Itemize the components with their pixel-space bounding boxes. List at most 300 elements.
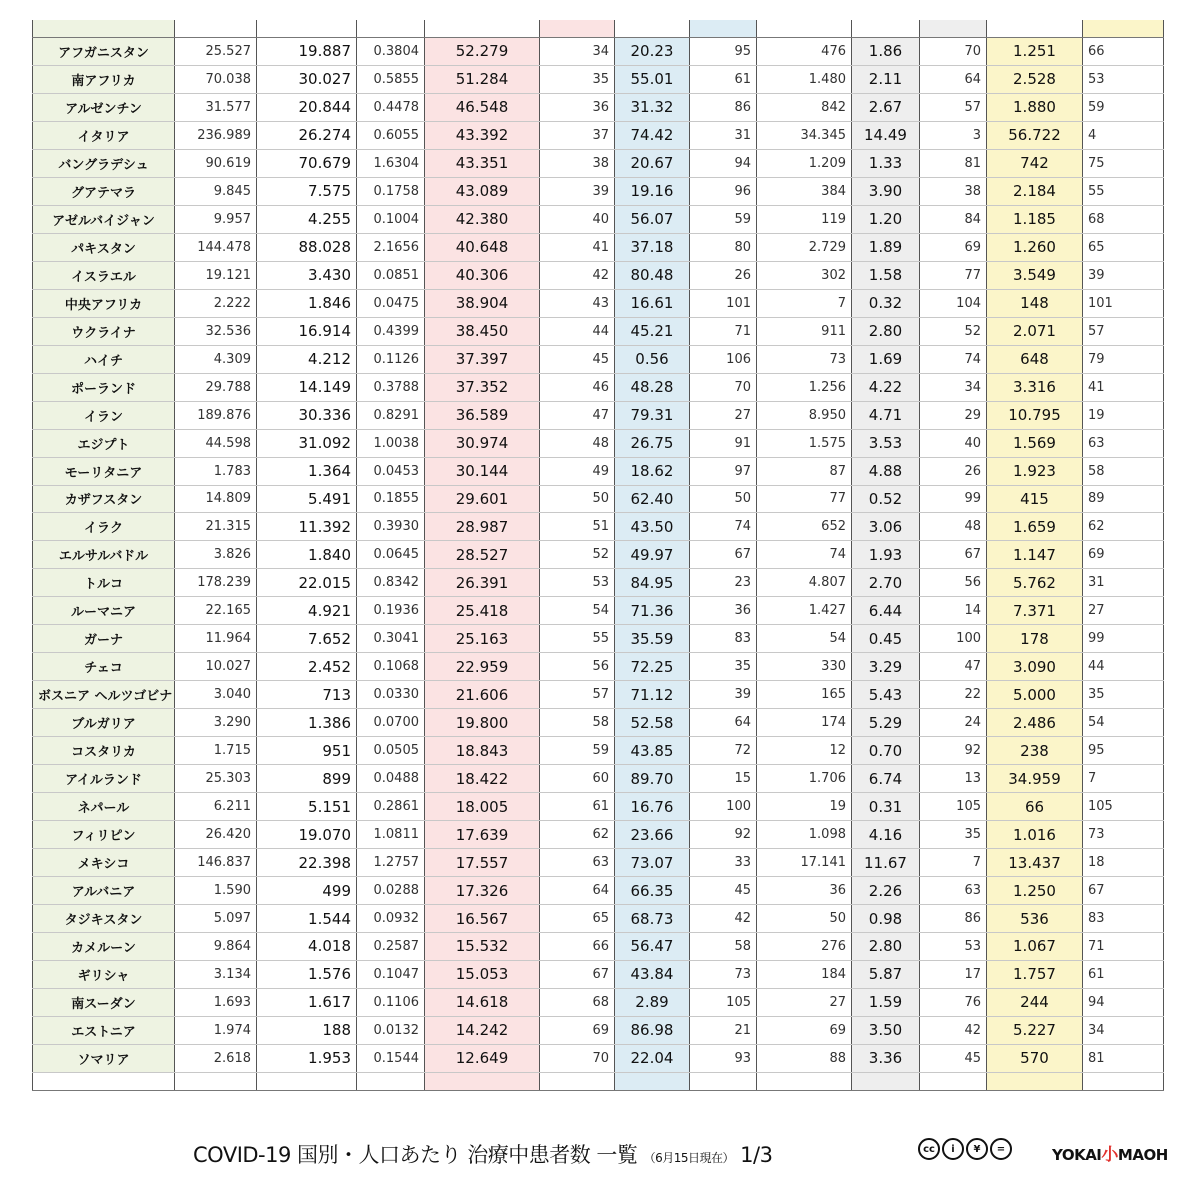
- footer-date: （6月15日現在）: [643, 1151, 734, 1165]
- table-row: [33, 485, 1164, 513]
- value-cell: 384: [757, 177, 852, 205]
- rank-cell: 60: [540, 765, 615, 793]
- value-cell: 44.598: [175, 429, 257, 457]
- value-cell: 6.211: [175, 793, 257, 821]
- rank-cell: 31: [690, 121, 757, 149]
- value-cell: 1.185: [987, 205, 1083, 233]
- value-cell: 7.575: [257, 177, 357, 205]
- value-cell: 17.141: [757, 849, 852, 877]
- bottom-spacer-row: [33, 1073, 1164, 1091]
- rank-cell: 64: [540, 877, 615, 905]
- table-row: [33, 205, 1164, 233]
- table-row: [33, 513, 1164, 541]
- rank-cell: 55: [540, 625, 615, 653]
- value-cell: 52.279: [425, 38, 540, 66]
- value-cell: 31.092: [257, 429, 357, 457]
- value-cell: 174: [757, 709, 852, 737]
- value-cell: 74: [757, 541, 852, 569]
- rank-cell: 105: [1083, 793, 1164, 821]
- table-row: [33, 625, 1164, 653]
- value-cell: 3.134: [175, 960, 257, 988]
- value-cell: 5.29: [852, 709, 920, 737]
- rank-cell: 56: [540, 653, 615, 681]
- value-cell: 415: [987, 485, 1083, 513]
- table-row: [33, 149, 1164, 177]
- cc-icon: cc: [918, 1138, 940, 1160]
- rank-cell: 42: [540, 261, 615, 289]
- footer-title-text: COVID-19 国別・人口あたり 治療中患者数 一覧: [193, 1143, 638, 1167]
- value-cell: 21.315: [175, 513, 257, 541]
- table-row: [33, 681, 1164, 709]
- rank-cell: 100: [690, 793, 757, 821]
- table-row: [33, 737, 1164, 765]
- value-cell: 0.0645: [357, 541, 425, 569]
- value-cell: 7.371: [987, 597, 1083, 625]
- value-cell: 45.21: [615, 317, 690, 345]
- spacer-cell: [1083, 1073, 1164, 1091]
- value-cell: 14.49: [852, 121, 920, 149]
- rank-cell: 35: [540, 65, 615, 93]
- value-cell: 52.58: [615, 709, 690, 737]
- rank-cell: 15: [690, 765, 757, 793]
- value-cell: 951: [257, 737, 357, 765]
- table-row: [33, 793, 1164, 821]
- rank-cell: 67: [540, 960, 615, 988]
- spacer-cell: [357, 1073, 425, 1091]
- value-cell: 188: [257, 1016, 357, 1044]
- value-cell: 1.256: [757, 373, 852, 401]
- value-cell: 0.0488: [357, 765, 425, 793]
- rank-cell: 44: [1083, 653, 1164, 681]
- value-cell: 38.450: [425, 317, 540, 345]
- rank-cell: 73: [1083, 821, 1164, 849]
- value-cell: 1.617: [257, 988, 357, 1016]
- value-cell: 7: [757, 289, 852, 317]
- value-cell: 40.648: [425, 233, 540, 261]
- spacer-cell: [757, 1073, 852, 1091]
- country-cell: カザフスタン: [33, 485, 175, 513]
- value-cell: 1.250: [987, 877, 1083, 905]
- country-cell: イラク: [33, 513, 175, 541]
- value-cell: 0.6055: [357, 121, 425, 149]
- rank-cell: 27: [1083, 597, 1164, 625]
- rank-cell: 101: [1083, 289, 1164, 317]
- rank-cell: 105: [690, 988, 757, 1016]
- value-cell: 18.422: [425, 765, 540, 793]
- value-cell: 0.1936: [357, 597, 425, 625]
- value-cell: 38.904: [425, 289, 540, 317]
- rank-cell: 93: [690, 1044, 757, 1072]
- value-cell: 1.544: [257, 905, 357, 933]
- value-cell: 19.16: [615, 177, 690, 205]
- value-cell: 88: [757, 1044, 852, 1072]
- rank-cell: 26: [920, 457, 987, 485]
- rank-cell: 67: [1083, 877, 1164, 905]
- rank-cell: 70: [920, 38, 987, 66]
- value-cell: 14.149: [257, 373, 357, 401]
- table-row: [33, 877, 1164, 905]
- table-row: [33, 65, 1164, 93]
- value-cell: 2.89: [615, 988, 690, 1016]
- country-cell: ポーランド: [33, 373, 175, 401]
- rank-cell: 57: [1083, 317, 1164, 345]
- value-cell: 17.326: [425, 877, 540, 905]
- country-cell: モーリタニア: [33, 457, 175, 485]
- rank-cell: 75: [1083, 149, 1164, 177]
- country-cell: コスタリカ: [33, 737, 175, 765]
- value-cell: 69: [757, 1016, 852, 1044]
- value-cell: 189.876: [175, 401, 257, 429]
- value-cell: 14.242: [425, 1016, 540, 1044]
- rank-cell: 48: [540, 429, 615, 457]
- value-cell: 0.0851: [357, 261, 425, 289]
- rank-cell: 47: [920, 653, 987, 681]
- value-cell: 4.71: [852, 401, 920, 429]
- rank-cell: 74: [690, 513, 757, 541]
- country-cell: ネパール: [33, 793, 175, 821]
- value-cell: 71.36: [615, 597, 690, 625]
- value-cell: 23.66: [615, 821, 690, 849]
- value-cell: 238: [987, 737, 1083, 765]
- country-cell: ウクライナ: [33, 317, 175, 345]
- value-cell: 34.959: [987, 765, 1083, 793]
- value-cell: 4.22: [852, 373, 920, 401]
- table-row: [33, 317, 1164, 345]
- value-cell: 28.987: [425, 513, 540, 541]
- rank-cell: 35: [690, 653, 757, 681]
- value-cell: 1.2757: [357, 849, 425, 877]
- value-cell: 31.32: [615, 93, 690, 121]
- value-cell: 16.914: [257, 317, 357, 345]
- rank-cell: 53: [920, 933, 987, 961]
- value-cell: 84.95: [615, 569, 690, 597]
- value-cell: 0.8291: [357, 401, 425, 429]
- value-cell: 2.222: [175, 289, 257, 317]
- value-cell: 4.921: [257, 597, 357, 625]
- value-cell: 62.40: [615, 485, 690, 513]
- rank-cell: 53: [1083, 65, 1164, 93]
- value-cell: 43.84: [615, 960, 690, 988]
- rank-cell: 84: [920, 205, 987, 233]
- value-cell: 43.392: [425, 121, 540, 149]
- value-cell: 1.693: [175, 988, 257, 1016]
- value-cell: 4.16: [852, 821, 920, 849]
- rank-cell: 68: [1083, 205, 1164, 233]
- country-cell: ブルガリア: [33, 709, 175, 737]
- country-cell: メキシコ: [33, 849, 175, 877]
- value-cell: 22.04: [615, 1044, 690, 1072]
- value-cell: 1.783: [175, 457, 257, 485]
- brand-right: MAOH: [1117, 1146, 1168, 1164]
- value-cell: 0.1758: [357, 177, 425, 205]
- rank-cell: 39: [690, 681, 757, 709]
- value-cell: 16.567: [425, 905, 540, 933]
- rank-cell: 95: [690, 38, 757, 66]
- value-cell: 66.35: [615, 877, 690, 905]
- value-cell: 2.70: [852, 569, 920, 597]
- table-row: [33, 373, 1164, 401]
- value-cell: 178: [987, 625, 1083, 653]
- value-cell: 0.1004: [357, 205, 425, 233]
- rank-cell: 67: [920, 541, 987, 569]
- value-cell: 2.528: [987, 65, 1083, 93]
- rank-cell: 31: [1083, 569, 1164, 597]
- rank-cell: 58: [690, 933, 757, 961]
- value-cell: 4.309: [175, 345, 257, 373]
- value-cell: 1.0811: [357, 821, 425, 849]
- table-row: [33, 261, 1164, 289]
- rank-cell: 59: [1083, 93, 1164, 121]
- rank-cell: 86: [920, 905, 987, 933]
- table-row: [33, 541, 1164, 569]
- rank-cell: 38: [540, 149, 615, 177]
- value-cell: 88.028: [257, 233, 357, 261]
- value-cell: 1.576: [257, 960, 357, 988]
- value-cell: 0.0132: [357, 1016, 425, 1044]
- brand-left: YOKAI: [1052, 1146, 1102, 1164]
- table-row: [33, 1044, 1164, 1072]
- country-cell: アイルランド: [33, 765, 175, 793]
- value-cell: 713: [257, 681, 357, 709]
- rank-cell: 66: [1083, 38, 1164, 66]
- value-cell: 3.36: [852, 1044, 920, 1072]
- table-row: [33, 429, 1164, 457]
- value-cell: 1.715: [175, 737, 257, 765]
- value-cell: 43.351: [425, 149, 540, 177]
- value-cell: 0.8342: [357, 569, 425, 597]
- value-cell: 1.93: [852, 541, 920, 569]
- rank-cell: 45: [540, 345, 615, 373]
- value-cell: 911: [757, 317, 852, 345]
- value-cell: 8.950: [757, 401, 852, 429]
- value-cell: 165: [757, 681, 852, 709]
- value-cell: 11.392: [257, 513, 357, 541]
- country-cell: ボスニア ヘルツゴビナ: [33, 681, 175, 709]
- value-cell: 43.089: [425, 177, 540, 205]
- value-cell: 1.590: [175, 877, 257, 905]
- rank-cell: 76: [920, 988, 987, 1016]
- rank-cell: 39: [1083, 261, 1164, 289]
- value-cell: 5.43: [852, 681, 920, 709]
- value-cell: 25.418: [425, 597, 540, 625]
- noncommercial-icon: ¥: [966, 1138, 988, 1160]
- rank-cell: 61: [540, 793, 615, 821]
- value-cell: 20.23: [615, 38, 690, 66]
- value-cell: 35.59: [615, 625, 690, 653]
- noderivs-icon: =: [990, 1138, 1012, 1160]
- rank-cell: 26: [690, 261, 757, 289]
- rank-cell: 72: [690, 737, 757, 765]
- value-cell: 5.762: [987, 569, 1083, 597]
- value-cell: 0.0700: [357, 709, 425, 737]
- rank-cell: 52: [920, 317, 987, 345]
- value-cell: 72.25: [615, 653, 690, 681]
- rank-cell: 57: [540, 681, 615, 709]
- value-cell: 302: [757, 261, 852, 289]
- country-cell: ガーナ: [33, 625, 175, 653]
- rank-cell: 105: [920, 793, 987, 821]
- value-cell: 10.027: [175, 653, 257, 681]
- rank-cell: 37: [540, 121, 615, 149]
- rank-cell: 35: [1083, 681, 1164, 709]
- rank-cell: 17: [920, 960, 987, 988]
- rank-cell: 61: [690, 65, 757, 93]
- table-row: [33, 821, 1164, 849]
- value-cell: 499: [257, 877, 357, 905]
- rank-cell: 22: [920, 681, 987, 709]
- value-cell: 0.0932: [357, 905, 425, 933]
- value-cell: 3.90: [852, 177, 920, 205]
- value-cell: 1.953: [257, 1044, 357, 1072]
- rank-cell: 40: [920, 429, 987, 457]
- value-cell: 0.31: [852, 793, 920, 821]
- value-cell: 6.44: [852, 597, 920, 625]
- value-cell: 0.2861: [357, 793, 425, 821]
- rank-cell: 66: [540, 933, 615, 961]
- rank-cell: 50: [690, 485, 757, 513]
- value-cell: 1.6304: [357, 149, 425, 177]
- rank-cell: 86: [690, 93, 757, 121]
- table-row: [33, 345, 1164, 373]
- value-cell: 276: [757, 933, 852, 961]
- attribution-icon: i: [942, 1138, 964, 1160]
- table-row: [33, 765, 1164, 793]
- rank-cell: 50: [540, 485, 615, 513]
- country-cell: アルゼンチン: [33, 93, 175, 121]
- rank-cell: 70: [540, 1044, 615, 1072]
- covid-table: [32, 20, 1164, 1091]
- value-cell: 9.845: [175, 177, 257, 205]
- value-cell: 1.58: [852, 261, 920, 289]
- value-cell: 2.618: [175, 1044, 257, 1072]
- value-cell: 73.07: [615, 849, 690, 877]
- table-row: [33, 933, 1164, 961]
- rank-cell: 64: [690, 709, 757, 737]
- rank-cell: 36: [540, 93, 615, 121]
- rank-cell: 89: [1083, 485, 1164, 513]
- rank-cell: 44: [540, 317, 615, 345]
- value-cell: 17.557: [425, 849, 540, 877]
- country-cell: ハイチ: [33, 345, 175, 373]
- country-cell: アフガニスタン: [33, 38, 175, 66]
- rank-cell: 29: [920, 401, 987, 429]
- country-cell: エストニア: [33, 1016, 175, 1044]
- value-cell: 37.352: [425, 373, 540, 401]
- rank-cell: 39: [540, 177, 615, 205]
- value-cell: 12.649: [425, 1044, 540, 1072]
- value-cell: 1.386: [257, 709, 357, 737]
- value-cell: 1.89: [852, 233, 920, 261]
- rank-cell: 41: [1083, 373, 1164, 401]
- value-cell: 79.31: [615, 401, 690, 429]
- rank-cell: 55: [1083, 177, 1164, 205]
- value-cell: 12: [757, 737, 852, 765]
- rank-cell: 81: [1083, 1044, 1164, 1072]
- country-cell: パキスタン: [33, 233, 175, 261]
- value-cell: 236.989: [175, 121, 257, 149]
- value-cell: 3.53: [852, 429, 920, 457]
- value-cell: 14.618: [425, 988, 540, 1016]
- spacer-cell: [690, 1073, 757, 1091]
- rank-cell: 34: [1083, 1016, 1164, 1044]
- rank-cell: 45: [690, 877, 757, 905]
- value-cell: 0.2587: [357, 933, 425, 961]
- value-cell: 86.98: [615, 1016, 690, 1044]
- value-cell: 899: [257, 765, 357, 793]
- value-cell: 1.659: [987, 513, 1083, 541]
- value-cell: 0.32: [852, 289, 920, 317]
- rank-cell: 99: [920, 485, 987, 513]
- value-cell: 26.391: [425, 569, 540, 597]
- rank-cell: 58: [540, 709, 615, 737]
- value-cell: 0.70: [852, 737, 920, 765]
- value-cell: 178.239: [175, 569, 257, 597]
- value-cell: 652: [757, 513, 852, 541]
- rank-cell: 59: [540, 737, 615, 765]
- country-cell: ギリシャ: [33, 960, 175, 988]
- value-cell: 14.809: [175, 485, 257, 513]
- brand-logo: [1052, 1140, 1168, 1165]
- rank-cell: 106: [690, 345, 757, 373]
- value-cell: 1.569: [987, 429, 1083, 457]
- table-row: [33, 38, 1164, 66]
- value-cell: 19.121: [175, 261, 257, 289]
- table-row: [33, 233, 1164, 261]
- value-cell: 25.527: [175, 38, 257, 66]
- value-cell: 50: [757, 905, 852, 933]
- value-cell: 46.548: [425, 93, 540, 121]
- country-cell: イタリア: [33, 121, 175, 149]
- value-cell: 30.336: [257, 401, 357, 429]
- rank-cell: 43: [540, 289, 615, 317]
- value-cell: 2.071: [987, 317, 1083, 345]
- value-cell: 90.619: [175, 149, 257, 177]
- country-cell: エジプト: [33, 429, 175, 457]
- value-cell: 1.427: [757, 597, 852, 625]
- value-cell: 0.3788: [357, 373, 425, 401]
- value-cell: 37.397: [425, 345, 540, 373]
- rank-cell: 71: [1083, 933, 1164, 961]
- value-cell: 4.255: [257, 205, 357, 233]
- spacer-cell: [175, 1073, 257, 1091]
- value-cell: 3.50: [852, 1016, 920, 1044]
- value-cell: 0.0505: [357, 737, 425, 765]
- table-row: [33, 93, 1164, 121]
- value-cell: 4.88: [852, 457, 920, 485]
- footer-page: 1/3: [740, 1143, 773, 1167]
- rank-cell: 51: [540, 513, 615, 541]
- spacer-cell: [33, 1073, 175, 1091]
- rank-cell: 100: [920, 625, 987, 653]
- value-cell: 0.3041: [357, 625, 425, 653]
- value-cell: 5.491: [257, 485, 357, 513]
- value-cell: 9.864: [175, 933, 257, 961]
- rank-cell: 42: [690, 905, 757, 933]
- value-cell: 43.85: [615, 737, 690, 765]
- table-row: [33, 849, 1164, 877]
- table-row: [33, 569, 1164, 597]
- value-cell: 26.274: [257, 121, 357, 149]
- value-cell: 49.97: [615, 541, 690, 569]
- value-cell: 71.12: [615, 681, 690, 709]
- value-cell: 29.788: [175, 373, 257, 401]
- rank-cell: 7: [920, 849, 987, 877]
- value-cell: 36: [757, 877, 852, 905]
- value-cell: 68.73: [615, 905, 690, 933]
- value-cell: 21.606: [425, 681, 540, 709]
- rank-cell: 35: [920, 821, 987, 849]
- rank-cell: 36: [690, 597, 757, 625]
